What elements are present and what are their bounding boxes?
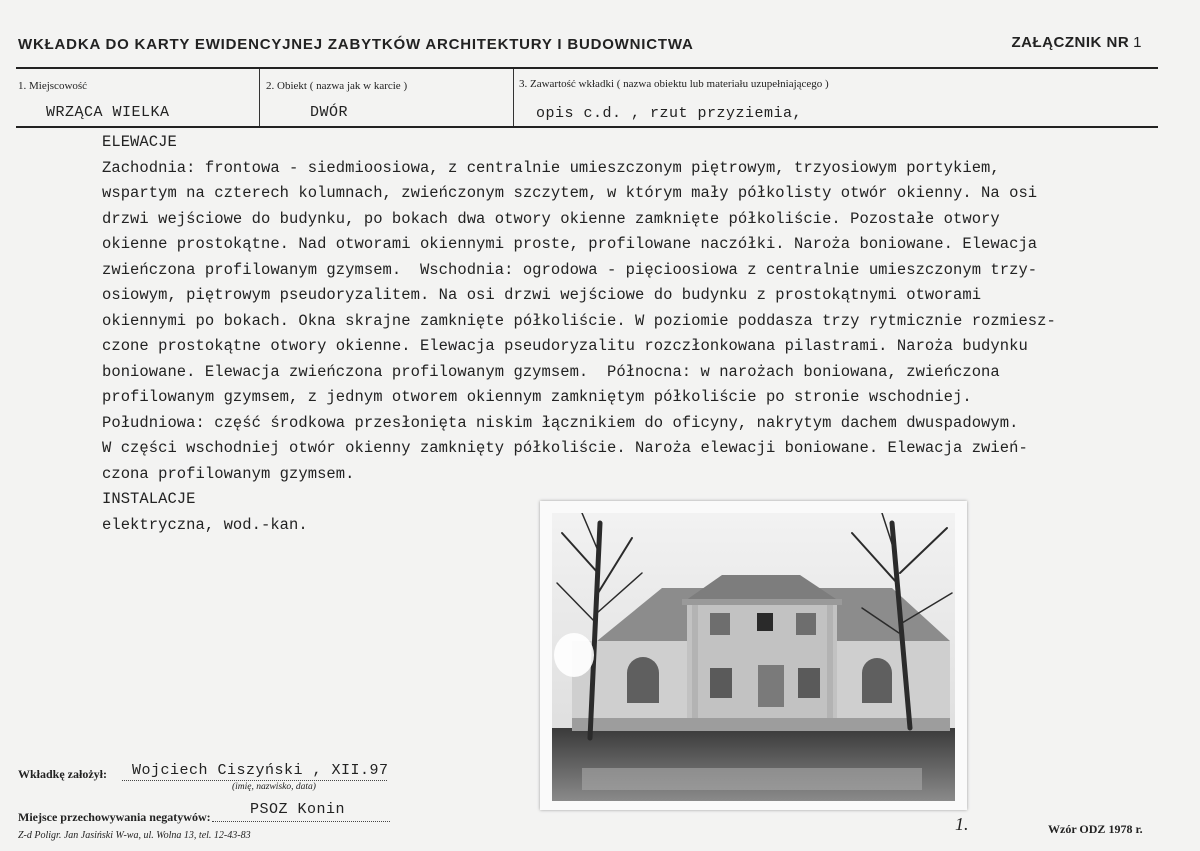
locality-label: 1. Miejscowość	[18, 80, 88, 92]
storage-dotted-line	[212, 821, 390, 822]
description-line: wspartym na czterech kolumnach, zwieńczonym szczytem, w którym mały półkolisty otwór okienny. Na osi	[102, 184, 1038, 202]
locality-value: WRZĄCA WIELKA	[46, 104, 170, 121]
description-line: W części wschodniej otwór okienny zamknięty półkoliście. Naroża elewacji boniowane. Elewacja zwień-	[102, 439, 1028, 457]
description-line: ELEWACJE	[102, 133, 177, 151]
content-label: 3. Zawartość wkładki ( nazwa obiektu lub materiału uzupełniającego )	[519, 78, 829, 90]
description-line: elektryczna, wod.-kan.	[102, 515, 308, 534]
description-line: Południowa: część środkowa przesłonięta niskim łącznikiem do oficyny, nakrytym dachem dwuspadowym.	[102, 413, 1019, 432]
field-divider	[259, 69, 260, 126]
field-rule	[16, 126, 1158, 128]
description-line: czone prostokątne otwory okienne. Elewacja pseudoryzalitu rozczłonkowana pilastrami. Naroża budynku	[102, 337, 1028, 355]
description-line: okiennymi po bokach. Okna skrajne zamknięte półkoliście. W poziomie poddasza trzy rytmicznie rozmiesz-	[102, 311, 1056, 330]
building-photo	[540, 501, 967, 810]
storage-label: Miejsce przechowywania negatywów:	[18, 810, 211, 824]
description-line: INSTALACJE	[102, 490, 196, 508]
page-number: 1.	[955, 814, 969, 834]
description-line: boniowane. Elewacja zwieńczona profilowanym gzymsem. Północna: w narożach boniowana, zwieńczona	[102, 362, 1000, 381]
object-value: DWÓR	[310, 104, 349, 121]
content-value: opis c.d. , rzut przyziemia,	[536, 105, 803, 122]
form-code: Wzór ODZ 1978 r.	[1048, 822, 1143, 836]
description-text	[102, 130, 1162, 538]
sheet-title: WKŁADKA DO KARTY EWIDENCYJNEJ ZABYTKÓW ARCHITEKTURY I BUDOWNICTWA	[18, 36, 694, 53]
printer-imprint: Z-d Poligr. Jan Jasiński W-wa, ul. Wolna 13, tel. 12-43-83	[18, 830, 251, 841]
storage-value: PSOZ Konin	[250, 801, 346, 818]
object-label: 2. Obiekt ( nazwa jak w karcie )	[266, 80, 408, 92]
top-rule	[16, 67, 1158, 69]
author-caption: (imię, nazwisko, data)	[232, 782, 316, 792]
description-line: okienne prostokątne. Nad otworami okiennymi proste, profilowane naczółki. Naroża boniowane. Elewacja	[102, 235, 1038, 253]
field-divider	[513, 69, 514, 126]
description-line: zwieńczona profilowanym gzymsem. Wschodnia: ogrodowa - pięcioosiowa z centralnie umieszczonym trzy-	[102, 260, 1038, 279]
annex-value: 1	[1133, 34, 1142, 51]
author-dotted-line	[122, 780, 387, 781]
manor-house-photo	[552, 513, 955, 801]
annex-number	[1012, 34, 1143, 51]
description-line: profilowanym gzymsem, z jednym otworem okiennym zamkniętym półkoliście po stronie wschodniej.	[102, 388, 972, 406]
author-label: Wkładkę założył:	[18, 767, 107, 781]
description-line: Zachodnia: frontowa - siedmioosiowa, z centralnie umieszczonym piętrowym, trzyosiowym portykiem,	[102, 158, 1000, 177]
description-line: osiowym, piętrowym pseudoryzalitem. Na osi drzwi wejściowe do budynku z prostokątnymi otworami	[102, 286, 982, 304]
description-line: drzwi wejściowe do budynku, po bokach dwa otwory okienne zamknięte półkoliście. Pozostałe otwory	[102, 209, 1000, 228]
annex-label: ZAŁĄCZNIK NR	[1011, 34, 1130, 51]
description-line: czona profilowanym gzymsem.	[102, 464, 355, 483]
author-value: Wojciech Ciszyński , XII.97	[132, 762, 389, 779]
